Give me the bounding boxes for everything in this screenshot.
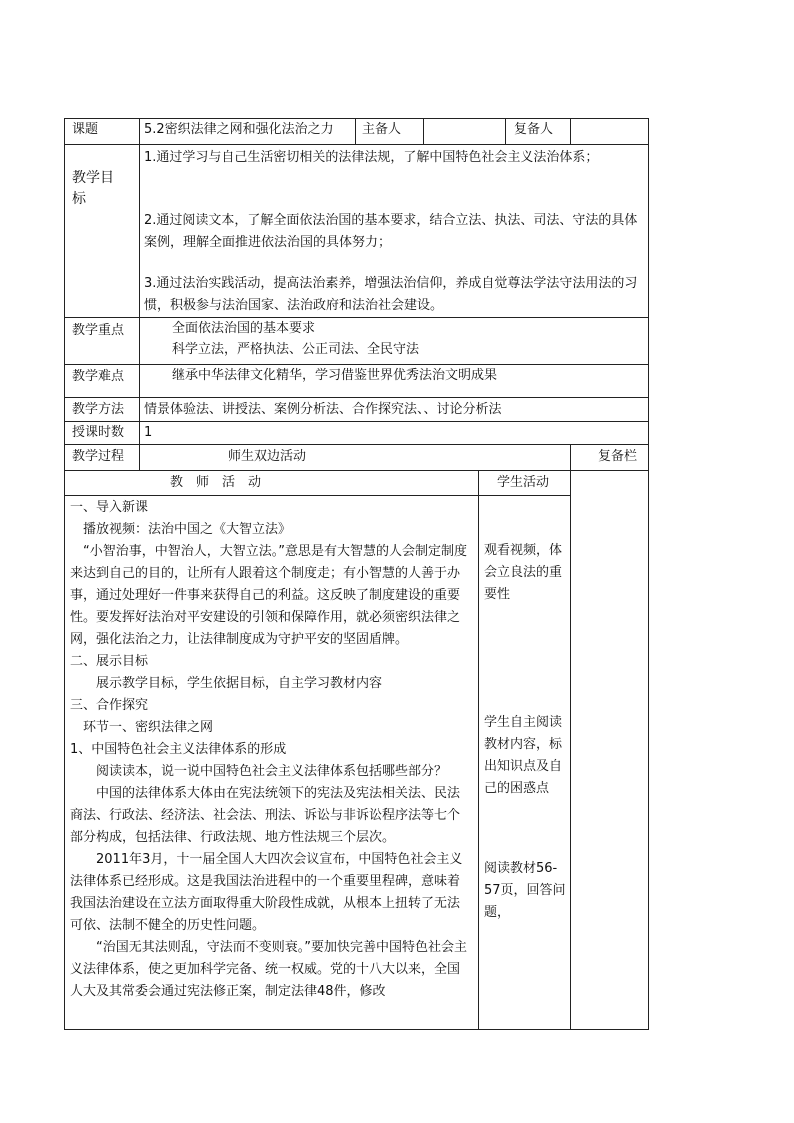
row-divider bbox=[64, 397, 649, 398]
goal-item: 2.通过阅读文本，了解全面依法治国的基本要求，结合立法、执法、司法、守法的具体案例，理解全面推进依法治国的具体努力； bbox=[144, 213, 638, 250]
methods-text: 情景体验法、讲授法、案例分析法、合作探究法、、讨论分析法 bbox=[144, 402, 502, 417]
sub-heading: 环节一、密织法律之网 bbox=[70, 720, 214, 735]
row-divider bbox=[64, 421, 649, 422]
student-activity-header: 学生活动 bbox=[497, 475, 550, 490]
key-point-line: 科学立法，严格执法、公正司法、全民守法 bbox=[172, 342, 420, 357]
re-preparer-label: 复备人 bbox=[514, 122, 554, 137]
difficulty-text: 继承中华法律文化精华，学习借鉴世界优秀法治文明成果 bbox=[172, 368, 498, 383]
topic-value: 5.2密织法律之网和强化法治之力 bbox=[144, 122, 334, 137]
paragraph: “治国无其法则乱，守法而不变则衰。”要加快完善中国特色社会主义法律体系，使之更加科学完备、统一权威。党的十八大以来，全国人大及其常委会通过宪法修正案，制定法律48件，修改 bbox=[70, 940, 467, 999]
section-heading: 二、展示目标 bbox=[70, 654, 149, 669]
row-divider bbox=[64, 317, 649, 318]
section-heading: 一、导入新课 bbox=[70, 500, 149, 515]
paragraph: 阅读读本，说一说中国特色社会主义法律体系包括哪些部分？ bbox=[70, 764, 448, 779]
difficulty-label: 教学难点 bbox=[72, 369, 125, 384]
student-activity-2: 学生自主阅读教材内容，标出知识点及自己的困惑点 bbox=[484, 715, 563, 796]
sub-heading: 1、中国特色社会主义法律体系的形成 bbox=[70, 742, 287, 757]
col-divider bbox=[355, 118, 356, 145]
col-divider bbox=[139, 118, 140, 470]
goals-label-line2: 标 bbox=[72, 191, 86, 207]
hours-value: 1 bbox=[144, 425, 153, 440]
row-divider bbox=[64, 470, 649, 471]
col-divider bbox=[423, 118, 424, 145]
section-heading: 三、合作探究 bbox=[70, 698, 149, 713]
row-divider bbox=[64, 144, 649, 145]
teacher-activity-header: 教 师 活 动 bbox=[170, 475, 262, 490]
hours-label: 授课时数 bbox=[72, 425, 125, 440]
review-column-label: 复备栏 bbox=[598, 449, 638, 464]
col-divider bbox=[478, 470, 479, 1030]
teacher-activity-content bbox=[70, 497, 472, 1003]
activities-label: 师生双边活动 bbox=[228, 449, 307, 464]
col-divider bbox=[505, 118, 506, 145]
student-activity-1: 观看视频，体会立良法的重要性 bbox=[484, 543, 563, 602]
paragraph: 中国的法律体系大体由在宪法统领下的宪法及宪法相关法、民法商法、行政法、经济法、社会法、刑法、诉讼与非诉讼程序法等七个部分构成，包括法律、行政法规、地方性法规三个层次。 bbox=[70, 786, 461, 845]
paragraph: 展示教学目标，学生依据目标，自主学习教材内容 bbox=[70, 676, 383, 691]
paragraph: “小智治事，中智治人，大智立法。”意思是有大智慧的人会制定制度来达到自己的目的，让所有人跟着这个制度走；有小智慧的人善于办事，通过处理好一件事来获得自己的利益。这反映了制度建设的重要性。要发挥好法治对平安建设的引领和保障作用，就必须密织法律之网，强化法治之力，让法律制度成为守护平安的坚固盾牌。 bbox=[70, 544, 467, 647]
student-activity-3: 阅读教材56-57页，回答问题， bbox=[484, 861, 566, 920]
row-divider bbox=[64, 444, 649, 445]
goals-label-line1: 教学目 bbox=[72, 170, 114, 186]
paragraph: 播放视频：法治中国之《大智立法》 bbox=[70, 522, 292, 537]
goal-item: 3.通过法治实践活动，提高法治素养，增强法治信仰，养成自觉尊法学法守法用法的习惯，积极参与法治国家、法治政府和法治社会建设。 bbox=[144, 276, 638, 313]
key-points-label: 教学重点 bbox=[72, 323, 125, 338]
row-divider bbox=[64, 364, 649, 365]
key-point-line: 全面依法治国的基本要求 bbox=[172, 321, 316, 336]
col-divider bbox=[570, 118, 571, 145]
process-label: 教学过程 bbox=[72, 449, 125, 464]
paragraph: 2011年3月，十一届全国人大四次会议宣布，中国特色社会主义法律体系已经形成。这是我国法治进程中的一个重要里程碑，意味着我国法治建设在立法方面取得重大阶段性成就，从根本上扭转了无法可依、法制不健全的历史性问题。 bbox=[70, 852, 463, 933]
row-divider bbox=[64, 495, 570, 496]
goal-item: 1.通过学习与自己生活密切相关的法律法规，了解中国特色社会主义法治体系； bbox=[144, 150, 599, 165]
col-divider bbox=[570, 444, 571, 1030]
topic-label: 课题 bbox=[72, 122, 99, 137]
main-preparer-label: 主备人 bbox=[362, 122, 402, 137]
methods-label: 教学方法 bbox=[72, 402, 125, 417]
